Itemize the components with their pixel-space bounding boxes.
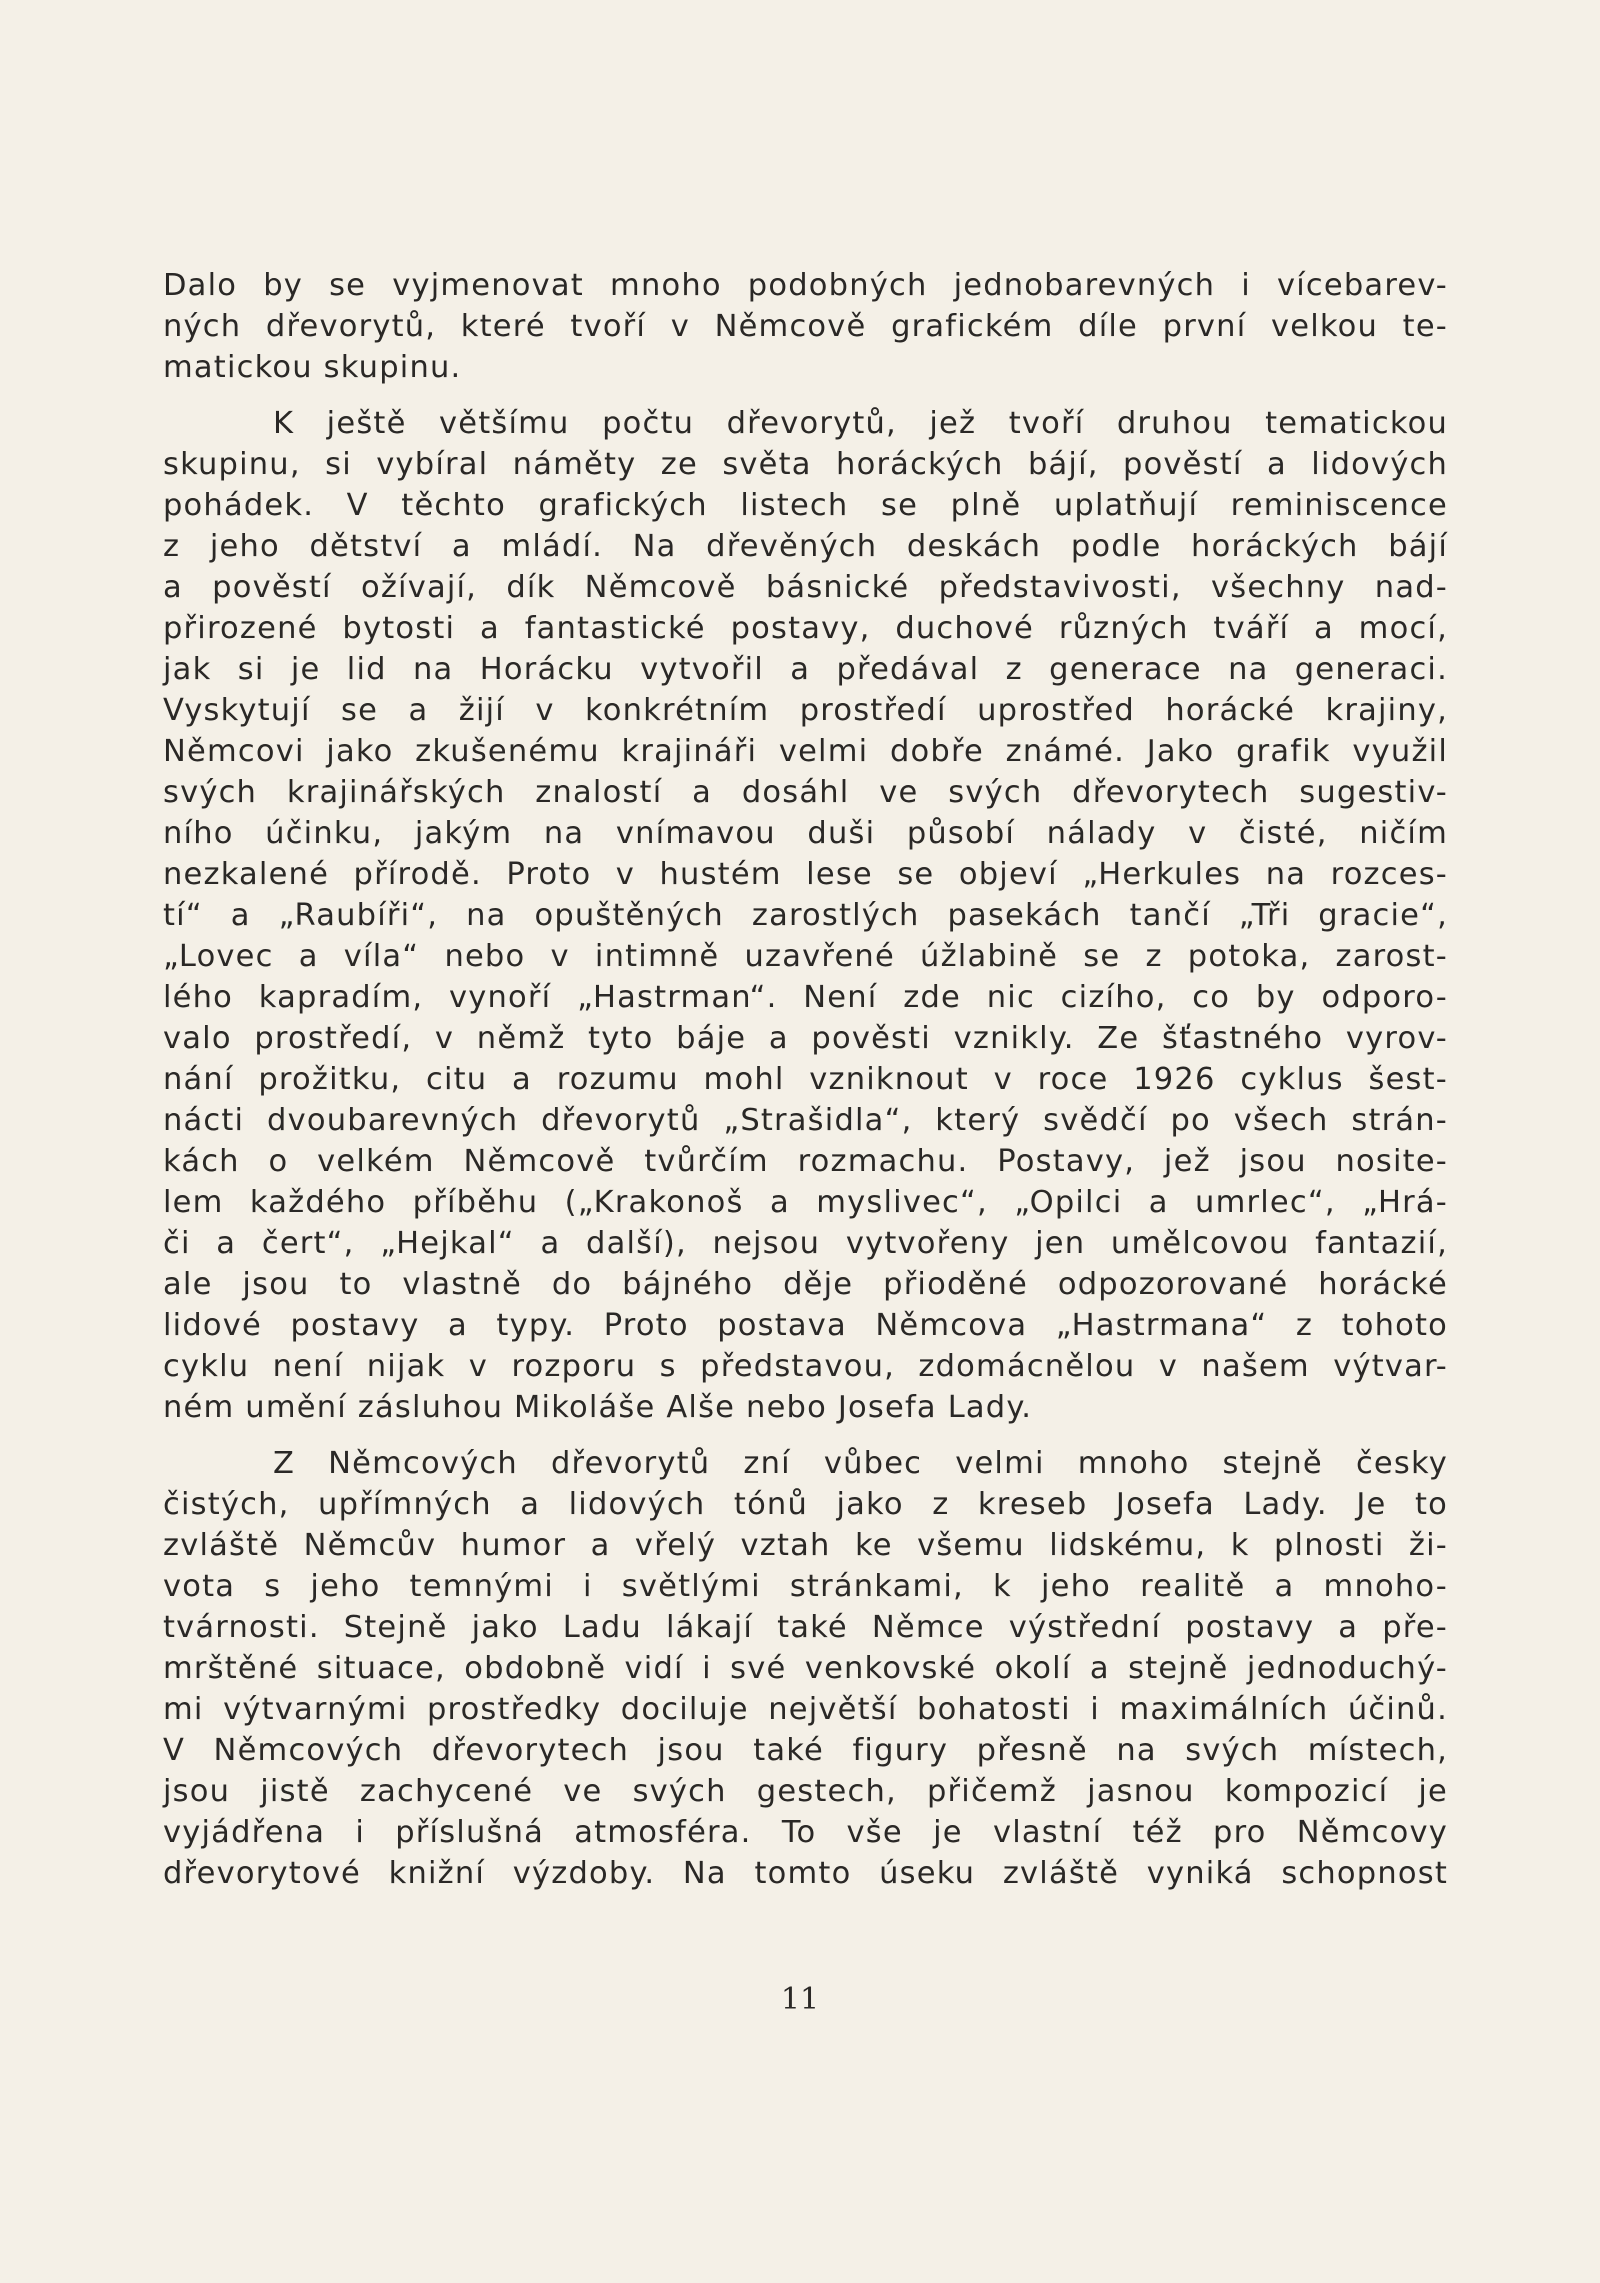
text-line: Z Němcových dřevorytů zní vůbec velmi mnoho stejně česky — [273, 1446, 1448, 1481]
text-line: z jeho dětství a mládí. Na dřevěných deskách podle horáckých bájí — [163, 529, 1448, 564]
text-line: tí“ a „Raubíři“, na opuštěných zarostlých pasekách tančí „Tři gracie“, — [163, 898, 1448, 933]
text-line: ale jsou to vlastně do bájného děje přioděné odpozorované horácké — [163, 1267, 1448, 1302]
text-line: tvárnosti. Stejně jako Ladu lákají také Němce výstřední postavy a pře- — [163, 1610, 1448, 1645]
text-line: ných dřevorytů, které tvoří v Němcově grafickém díle první velkou te- — [163, 309, 1448, 344]
text-line: skupinu, si vybíral náměty ze světa horáckých bájí, pověstí a lidových — [163, 447, 1448, 482]
text-line: Vyskytují se a žijí v konkrétním prostředí uprostřed horácké krajiny, — [163, 693, 1448, 728]
text-line: valo prostředí, v němž tyto báje a pověsti vznikly. Ze šťastného vyrov- — [163, 1021, 1448, 1056]
text-line: cyklu není nijak v rozporu s představou, zdomácnělou v našem výtvar- — [163, 1349, 1448, 1384]
text-line: čistých, upřímných a lidových tónů jako z kreseb Josefa Lady. Je to — [163, 1487, 1448, 1522]
text-line: svých krajinářských znalostí a dosáhl ve svých dřevorytech sugestiv- — [163, 775, 1448, 810]
text-line: vota s jeho temnými i světlými stránkami, k jeho realitě a mnoho- — [163, 1569, 1448, 1604]
text-line: Dalo by se vyjmenovat mnoho podobných jednobarevných i vícebarev- — [163, 268, 1448, 303]
text-line: jsou jistě zachycené ve svých gestech, přičemž jasnou kompozicí je — [163, 1774, 1448, 1809]
text-line: nácti dvoubarevných dřevorytů „Strašidla“, který svědčí po všech strán- — [163, 1103, 1448, 1138]
text-line: kách o velkém Němcově tvůrčím rozmachu. Postavy, jež jsou nosite- — [163, 1144, 1448, 1179]
text-line: ního účinku, jakým na vnímavou duši působí nálady v čisté, ničím — [163, 816, 1448, 851]
text-line: pohádek. V těchto grafických listech se plně uplatňují reminiscence — [163, 488, 1448, 523]
text-line: mrštěné situace, obdobně vidí i své venkovské okolí a stejně jednoduchý- — [163, 1651, 1448, 1686]
text-line: nání prožitku, citu a rozumu mohl vzniknout v roce 1926 cyklus šest- — [163, 1062, 1448, 1097]
text-line: nezkalené přírodě. Proto v hustém lese se objeví „Herkules na rozces- — [163, 857, 1448, 892]
text-line: lidové postavy a typy. Proto postava Němcova „Hastrmana“ z tohoto — [163, 1308, 1448, 1343]
text-line: K ještě většímu počtu dřevorytů, jež tvoří druhou tematickou — [273, 406, 1448, 441]
text-line: ném umění zásluhou Mikoláše Alše nebo Josefa Lady. — [163, 1390, 1033, 1425]
text-line: jak si je lid na Horácku vytvořil a předával z generace na generaci. — [163, 652, 1448, 687]
text-line: či a čert“, „Hejkal“ a další), nejsou vytvořeny jen umělcovou fantazií, — [163, 1226, 1448, 1261]
page-number: 11 — [780, 1982, 820, 2017]
text-line: a pověstí ožívají, dík Němcově básnické představivosti, všechny nad- — [163, 570, 1448, 605]
text-line: dřevorytové knižní výzdoby. Na tomto úseku zvláště vyniká schopnost — [163, 1856, 1448, 1891]
text-line: mi výtvarnými prostředky dociluje největší bohatosti i maximálních účinů. — [163, 1692, 1448, 1727]
text-line: zvláště Němcův humor a vřelý vztah ke všemu lidskému, k plnosti ži- — [163, 1528, 1448, 1563]
text-line: matickou skupinu. — [163, 350, 462, 385]
text-line: lem každého příběhu („Krakonoš a myslivec“, „Opilci a umrlec“, „Hrá- — [163, 1185, 1448, 1220]
text-line: vyjádřena i příslušná atmosféra. To vše je vlastní též pro Němcovy — [163, 1815, 1448, 1850]
text-line: „Lovec a víla“ nebo v intimně uzavřené úžlabině se z potoka, zarost- — [163, 939, 1448, 974]
text-line: přirozené bytosti a fantastické postavy, duchové různých tváří a mocí, — [163, 611, 1448, 646]
text-line: lého kapradím, vynoří „Hastrman“. Není zde nic cizího, co by odporo- — [163, 980, 1448, 1015]
text-line: Němcovi jako zkušenému krajináři velmi dobře známé. Jako grafik využil — [163, 734, 1448, 769]
text-line: V Němcových dřevorytech jsou také figury přesně na svých místech, — [163, 1733, 1448, 1768]
